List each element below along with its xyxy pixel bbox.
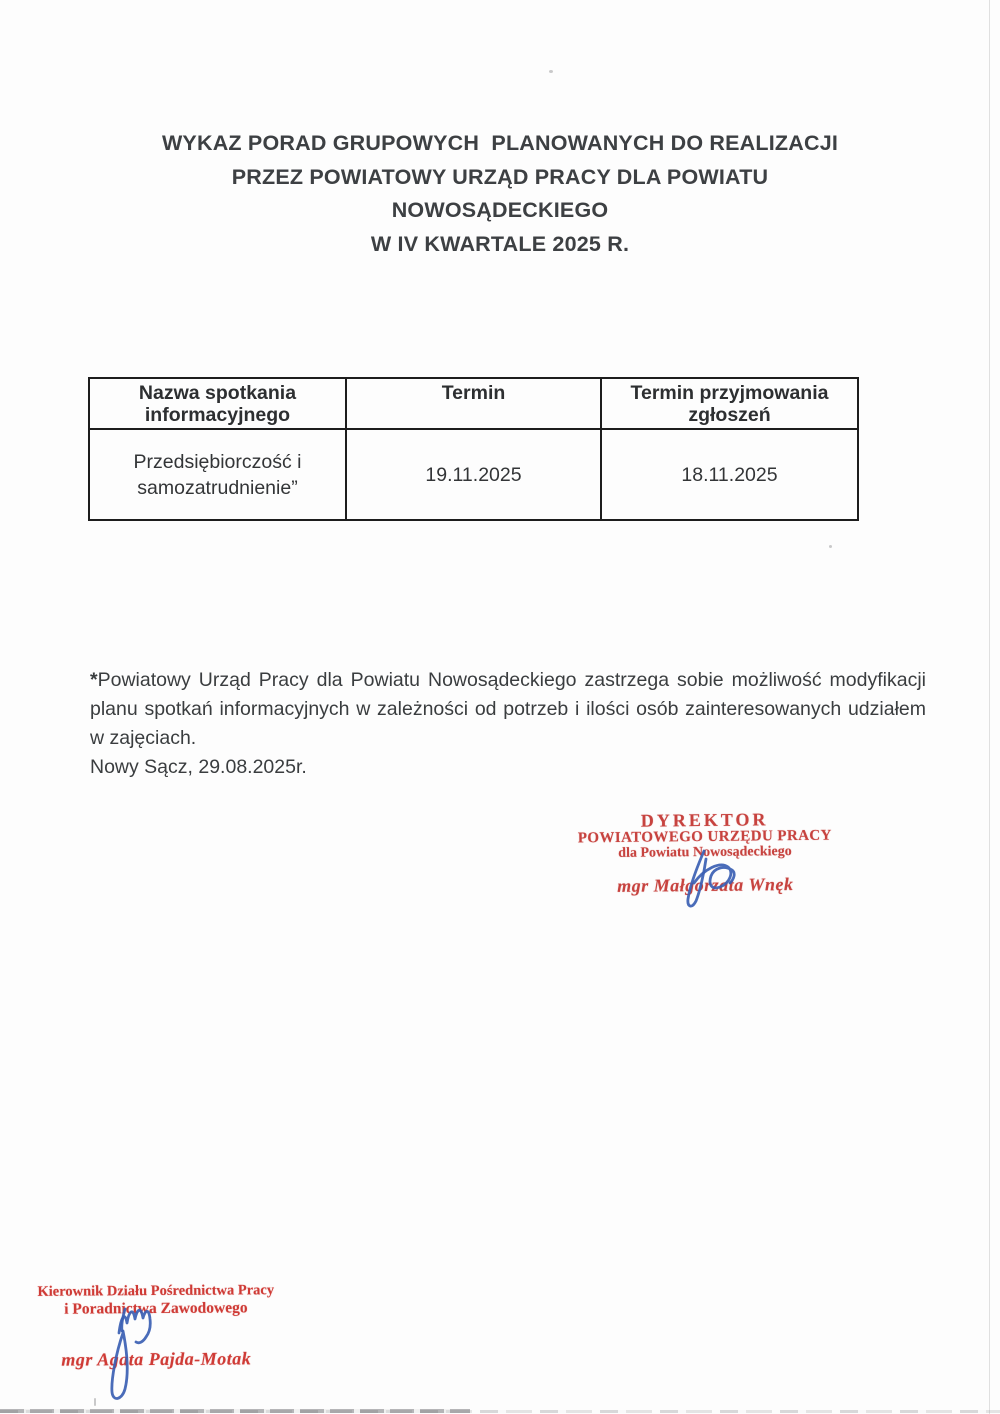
footnote-paragraph	[90, 666, 926, 753]
title-line-2: PRZEZ POWIATOWY URZĄD PRACY DLA POWIATU	[231, 164, 769, 189]
cell-meeting-name: Przedsiębiorczość i samozatrudnienie”	[89, 429, 346, 520]
director-stamp-role: DYREKTOR	[640, 809, 769, 831]
manager-stamp-role-line2: i Poradnictwa Zawodowego	[64, 1299, 248, 1318]
director-stamp-org-line2: dla Powiatu Nowosądeckiego	[618, 844, 792, 861]
scan-bottom-artifact-strong	[0, 1409, 470, 1413]
scan-speck	[829, 545, 832, 548]
table-header-row	[89, 378, 858, 429]
manager-stamp	[25, 1281, 288, 1370]
cell-date: 19.11.2025	[346, 429, 601, 520]
header-meeting-name: Nazwa spotkania informacyjnego	[89, 378, 346, 429]
table-row	[89, 429, 858, 520]
title-line-3: NOWOSĄDECKIEGO	[391, 198, 609, 222]
footnote-asterisk: *	[90, 668, 98, 691]
scan-speck	[94, 1398, 96, 1406]
title-line-4: W IV KWARTALE 2025 R.	[370, 231, 630, 256]
manager-stamp-role-line1: Kierownik Działu Pośrednictwa Pracy	[37, 1282, 275, 1300]
cell-registration-deadline: 18.11.2025	[601, 429, 858, 520]
place-and-date: Nowy Sącz, 29.08.2025r.	[90, 756, 307, 778]
document-title	[0, 127, 1000, 261]
director-stamp-org-line1: POWIATOWEGO URZĘDU PRACY	[577, 827, 832, 847]
director-stamp-name: mgr Małgorzata Wnęk	[617, 874, 794, 896]
scan-speck	[549, 70, 553, 73]
header-registration-deadline: Termin przyjmowania zgłoszeń	[601, 378, 858, 429]
footnote-text: Powiatowy Urząd Pracy dla Powiatu Nowosądeckiego zastrzega sobie możliwość modyfikacji planu spotkań informacyjnych w zależności od potrzeb i ilości osób zainteresowanych udziałem w zajęciach.	[90, 668, 926, 749]
title-line-1: WYKAZ PORAD GRUPOWYCH PLANOWANYCH DO REALIZACJI	[161, 131, 839, 155]
header-date: Termin	[346, 378, 601, 429]
scan-edge-artifact	[989, 0, 990, 1414]
schedule-table	[88, 377, 859, 521]
director-stamp	[575, 811, 836, 897]
manager-stamp-name: mgr Agata Pajda-Motak	[61, 1348, 252, 1370]
